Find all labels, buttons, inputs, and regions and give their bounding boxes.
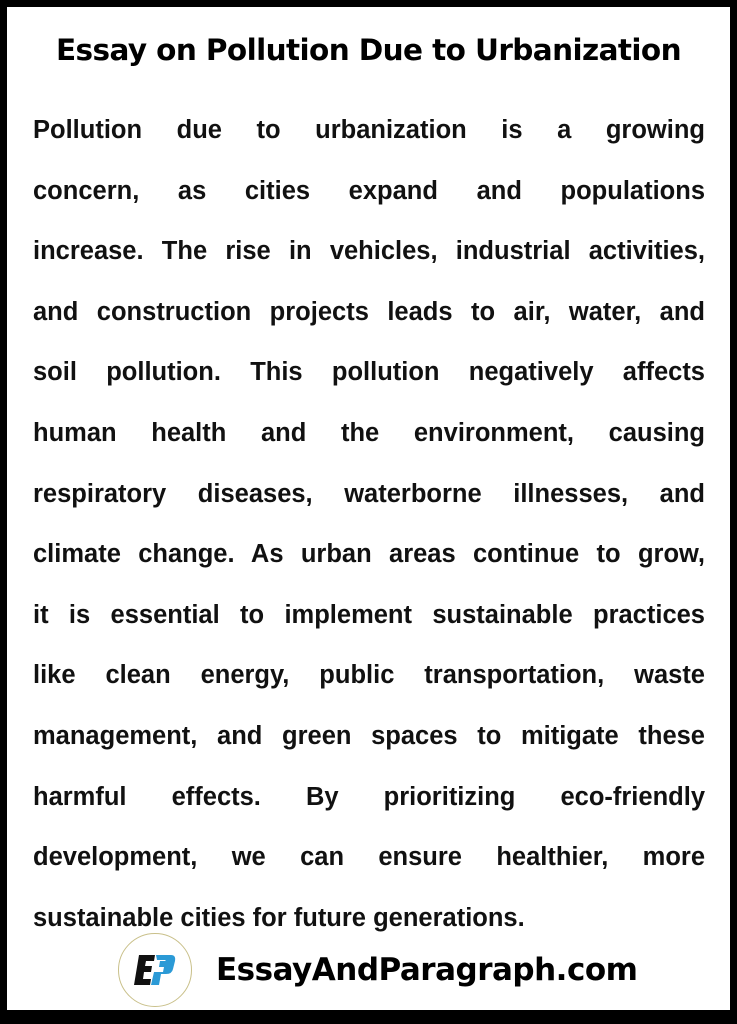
essay-page: [7, 7, 730, 1010]
essay-line: development, we can ensure healthier, more: [33, 843, 705, 872]
essay-body: [33, 100, 705, 948]
essay-line: and construction projects leads to air, water, and: [33, 297, 705, 326]
essay-line: climate change. As urban areas continue to grow,: [33, 540, 705, 569]
essay-line: harmful effects. By prioritizing eco-friendly: [33, 782, 705, 811]
ep-logo-icon: [118, 933, 192, 1007]
essay-line: management, and green spaces to mitigate these: [33, 721, 705, 750]
essay-line: increase. The rise in vehicles, industrial activities,: [33, 237, 705, 266]
site-footer: [118, 931, 637, 1009]
essay-line: respiratory diseases, waterborne illnesses, and: [33, 479, 705, 508]
essay-line: soil pollution. This pollution negatively affects: [33, 358, 705, 387]
essay-line: concern, as cities expand and populations: [33, 176, 705, 205]
essay-line: like clean energy, public transportation, waste: [33, 661, 705, 690]
page-title: Essay on Pollution Due to Urbanization: [56, 33, 681, 67]
essay-line: it is essential to implement sustainable practices: [33, 600, 705, 629]
site-name: EssayAndParagraph.com: [216, 952, 638, 988]
essay-line: human health and the environment, causing: [33, 418, 705, 447]
essay-line: sustainable cities for future generations.: [33, 903, 525, 932]
essay-line: Pollution due to urbanization is a growing: [33, 116, 705, 144]
